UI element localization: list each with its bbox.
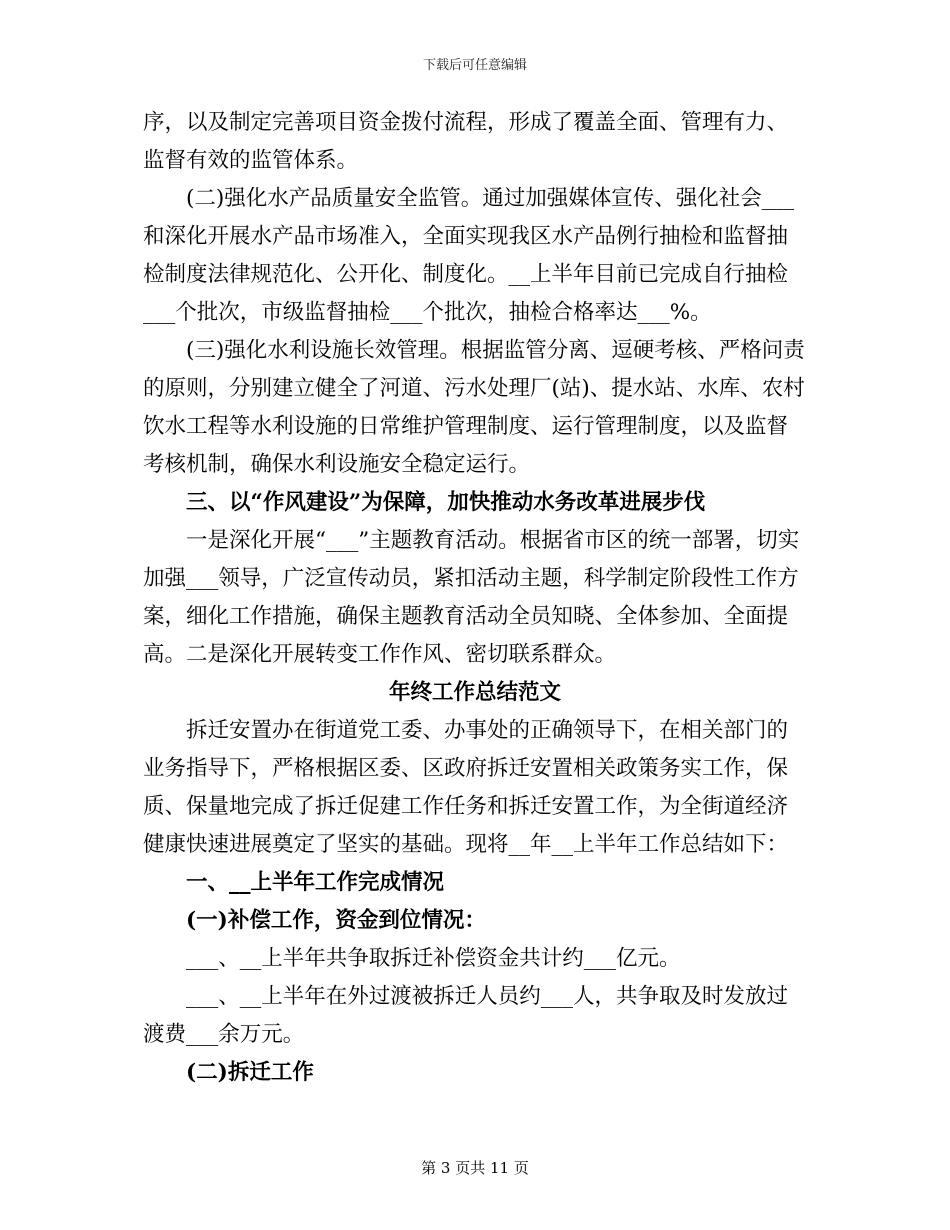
document-body [143,104,807,1092]
paragraph-intro: 拆迁安置办在街道党工委、办事处的正确领导下，在相关部门的业务指导下，严格根据区委、区政府拆迁安置相关政策务实工作，保质、保量地完成了拆迁促建工作任务和拆迁安置工作，为全街道经济健康快速进展奠定了坚实的基础。现将__年__上半年工作总结如下： [143,718,789,857]
article-title: 年终工作总结范文 [388,680,561,705]
section-heading-1: 一、__上半年工作完成情况 [186,870,445,895]
subsection-heading-1: (一)补偿工作，资金到位情况： [186,908,486,933]
paragraph-transition: ___、__上半年在外过渡被拆迁人员约___人，共争取及时发放过渡费___余万元。 [143,984,789,1047]
paragraph-continuation: 序，以及制定完善项目资金拨付流程，形成了覆盖全面、管理有力、监督有效的监管体系。 [143,110,789,173]
paragraph-section-3: (三)强化水利设施长效管理。根据监管分离、逗硬考核、严格问责的原则，分别建立健全了河道、污水处理厂(站)、提水站、水库、农村饮水工程等水利设施的日常维护管理制度、运行管理制度，以及监督考核机制，确保水利设施安全稳定运行。 [143,338,805,477]
paragraph-education: 一是深化开展“___”主题教育活动。根据省市区的统一部署，切实加强___领导，广泛宣传动员，紧扣活动主题，科学制定阶段性工作方案，细化工作措施，确保主题教育活动全员知晓、全体参加、全面提高。二是深化开展转变工作作风、密切联系群众。 [143,528,800,667]
paragraph-funds: ___、__上半年共争取拆迁补偿资金共计约___亿元。 [186,946,681,971]
paragraph-section-2: (二)强化水产品质量安全监管。通过加强媒体宣传、强化社会___和深化开展水产品市场准入，全面实现我区水产品例行抽检和监督抽检制度法律规范化、公开化、制度化。__上半年目前已完成自行抽检___个批次，市级监督抽检___个批次，抽检合格率达___%。 [143,186,795,325]
page-footer: 第 3 页共 11 页 [421,1159,529,1177]
page-header: 下载后可任意编辑 [422,58,527,73]
section-heading-3: 三、以“作风建设”为保障，加快推动水务改革进展步伐 [186,490,706,515]
subsection-heading-2: (二)拆迁工作 [186,1060,314,1085]
